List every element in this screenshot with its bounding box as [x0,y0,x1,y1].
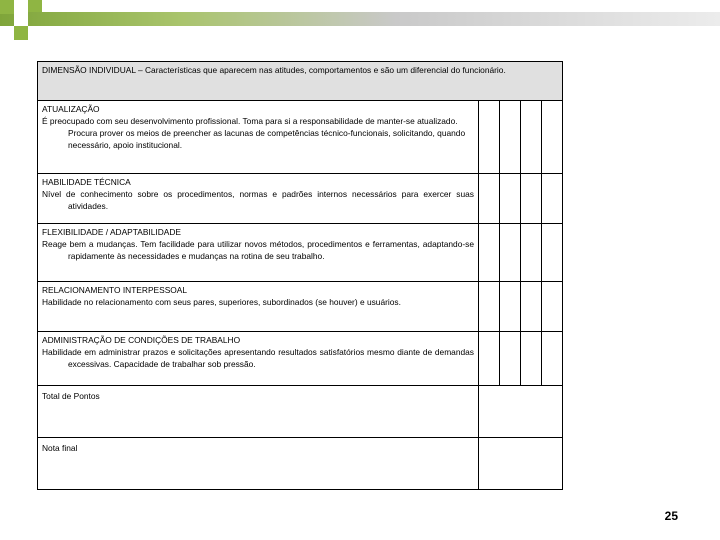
table-row [38,62,563,101]
score-cell[interactable] [479,282,500,332]
criterion-cell [38,101,479,174]
criterion-title: ADMINISTRAÇÃO DE CONDIÇÕES DE TRABALHO [42,335,241,345]
criterion-title: FLEXIBILIDADE / ADAPTABILIDADE [42,227,182,237]
score-cell[interactable] [521,174,542,224]
criterion-title: HABILIDADE TÉCNICA [42,177,131,187]
criterion-cell [38,224,479,282]
score-cell[interactable] [500,332,521,386]
dimension-header-cell [38,62,563,101]
score-cell[interactable] [500,224,521,282]
table-row [38,332,563,386]
score-cell[interactable] [542,282,563,332]
criterion-description: Habilidade no relacionamento com seus pares, superiores, subordinados (se houver) e usuários. [42,297,401,307]
score-cell[interactable] [479,332,500,386]
criterion-cell [38,174,479,224]
table-row [38,174,563,224]
score-cell[interactable] [521,224,542,282]
table-row [38,101,563,174]
dimension-header-text: DIMENSÃO INDIVIDUAL – Características que aparecem nas atitudes, comportamentos e são um diferencial do funcionário. [42,65,506,75]
total-points-label: Total de Pontos [42,391,100,401]
final-grade-value[interactable] [479,438,563,490]
criterion-title: ATUALIZAÇÃO [42,104,100,114]
final-label-cell [38,438,479,490]
score-cell[interactable] [500,101,521,174]
header-square [14,26,28,40]
score-cell[interactable] [479,174,500,224]
criterion-description: Nível de conhecimento sobre os procedimentos, normas e padrões internos necessários para exercer suas atividades. [42,189,474,211]
criterion-title: RELACIONAMENTO INTERPESSOAL [42,285,188,295]
criterion-cell [38,332,479,386]
table-row [38,386,563,438]
header-square [28,0,42,12]
table-row [38,282,563,332]
score-cell[interactable] [479,224,500,282]
criterion-description: É preocupado com seu desenvolvimento profissional. Toma para si a responsabilidade de manter-se atualizado. Procura prover os meios de preencher as lacunas de competências técnico-funcionais, solicitando, quando necessário, apoio institucional. [42,116,466,150]
criterion-description: Reage bem a mudanças. Tem facilidade para utilizar novos métodos, procedimentos e ferramentas, adaptando-se rapidamente às necessidades e mudanças na rotina de seu trabalho. [42,239,474,261]
score-cell[interactable] [500,174,521,224]
score-cell[interactable] [542,224,563,282]
page-number: 25 [664,509,678,523]
score-cell[interactable] [521,332,542,386]
evaluation-table [37,61,563,490]
table-row [38,224,563,282]
total-label-cell [38,386,479,438]
header-square [0,0,14,14]
table-row [38,438,563,490]
final-grade-label: Nota final [42,443,78,453]
score-cell[interactable] [521,282,542,332]
header-square [14,12,28,26]
criterion-description: Habilidade em administrar prazos e solicitações apresentando resultados satisfatórios mesmo diante de demandas excessivas. Capacidade de trabalhar sob pressão. [42,347,474,369]
score-cell[interactable] [521,101,542,174]
score-cell[interactable] [479,101,500,174]
total-points-value[interactable] [479,386,563,438]
score-cell[interactable] [542,332,563,386]
header-square [0,26,14,40]
score-cell[interactable] [542,174,563,224]
score-cell[interactable] [500,282,521,332]
criterion-cell [38,282,479,332]
score-cell[interactable] [542,101,563,174]
header-band [0,12,720,26]
